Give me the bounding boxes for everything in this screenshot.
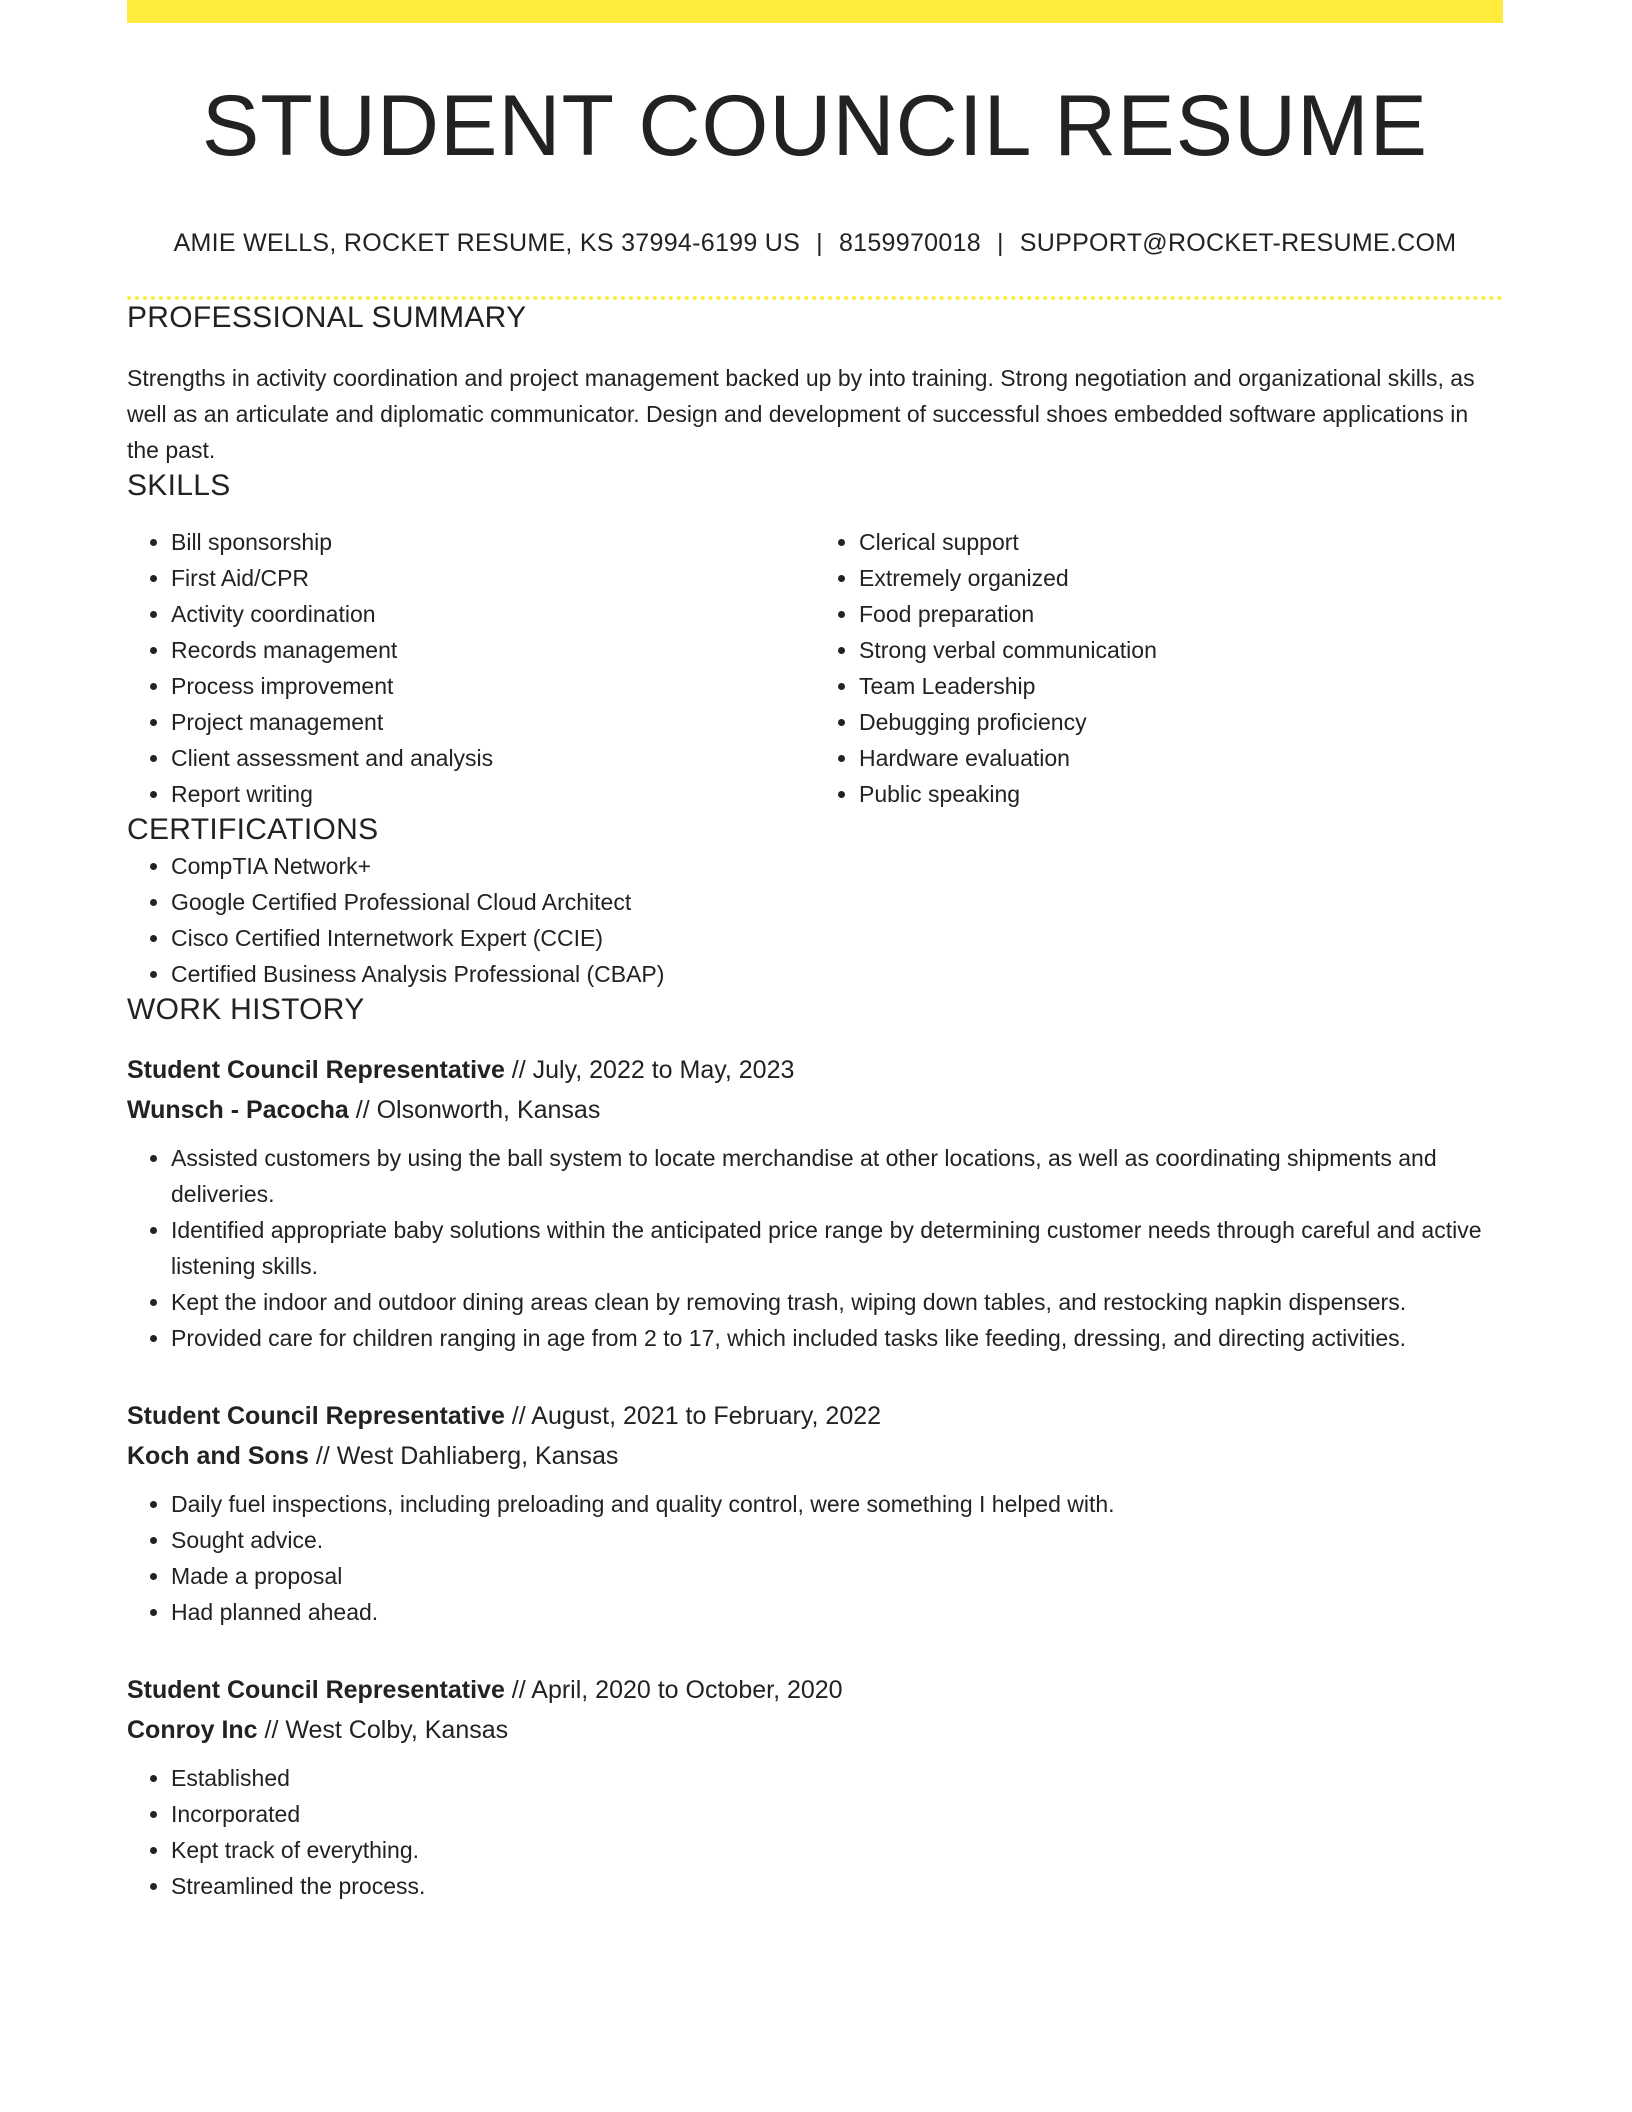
job-duty: • Streamlined the process. bbox=[171, 1868, 1503, 1904]
skill-item: • Records management bbox=[171, 632, 815, 668]
job-role: Student Council Representative bbox=[127, 1676, 505, 1704]
certification-item: • Cisco Certified Internetwork Expert (CCIE) bbox=[171, 920, 1503, 956]
work-history-heading: WORK HISTORY bbox=[127, 993, 365, 1026]
job-company: Wunsch - Pacocha bbox=[127, 1096, 349, 1124]
skill-item: • Extremely organized bbox=[859, 560, 1503, 596]
skills-heading: SKILLS bbox=[127, 469, 231, 502]
job-duty: • Daily fuel inspections, including preloading and quality control, were something I helped with. bbox=[171, 1486, 1503, 1522]
certification-item: • Certified Business Analysis Professional (CBAP) bbox=[171, 956, 1503, 992]
job-role: Student Council Representative bbox=[127, 1056, 505, 1084]
job-duty: • Identified appropriate baby solutions within the anticipated price range by determining customer needs through careful and active listening skills. bbox=[171, 1212, 1503, 1284]
job-company-line bbox=[127, 1436, 1503, 1476]
job-dates: // August, 2021 to February, 2022 bbox=[504, 1402, 882, 1430]
skill-item: • Debugging proficiency bbox=[859, 704, 1503, 740]
job-location: // West Colby, Kansas bbox=[257, 1716, 509, 1744]
contact-separator: | bbox=[816, 229, 823, 257]
job-company-line bbox=[127, 1710, 1503, 1750]
certifications-heading: CERTIFICATIONS bbox=[127, 813, 379, 846]
skill-item: • Clerical support bbox=[859, 524, 1503, 560]
skill-item: • Process improvement bbox=[171, 668, 815, 704]
job-duty: • Sought advice. bbox=[171, 1522, 1503, 1558]
skill-item: • Client assessment and analysis bbox=[171, 740, 815, 776]
job-company: Koch and Sons bbox=[127, 1442, 309, 1470]
job-location: // Olsonworth, Kansas bbox=[348, 1096, 601, 1124]
skill-item: • Bill sponsorship bbox=[171, 524, 815, 560]
certification-item: • CompTIA Network+ bbox=[171, 848, 1503, 884]
skill-item: • Report writing bbox=[171, 776, 815, 812]
top-accent-bar bbox=[127, 0, 1503, 23]
job-duty: • Incorporated bbox=[171, 1796, 1503, 1832]
job-dates: // July, 2022 to May, 2023 bbox=[504, 1056, 795, 1084]
job-duty: • Provided care for children ranging in age from 2 to 17, which included tasks like feeding, dressing, and directing activities. bbox=[171, 1320, 1503, 1356]
job-duty: • Established bbox=[171, 1760, 1503, 1796]
skills-left-list bbox=[127, 524, 815, 812]
job-entry bbox=[127, 1396, 1503, 1630]
skill-item: • Strong verbal communication bbox=[859, 632, 1503, 668]
certifications-list bbox=[127, 848, 1503, 992]
contact-address: AMIE WELLS, ROCKET RESUME, KS 37994-6199 US bbox=[173, 229, 801, 257]
job-entry bbox=[127, 1050, 1503, 1356]
job-duty: • Assisted customers by using the ball system to locate merchandise at other locations, as well as coordinating shipments and deliveries. bbox=[171, 1140, 1503, 1212]
job-duty: • Kept track of everything. bbox=[171, 1832, 1503, 1868]
skill-item: • Public speaking bbox=[859, 776, 1503, 812]
job-title-line bbox=[127, 1050, 1503, 1090]
job-duties-list bbox=[127, 1486, 1503, 1630]
skills-right-list bbox=[815, 524, 1503, 812]
skill-item: • Hardware evaluation bbox=[859, 740, 1503, 776]
job-dates: // April, 2020 to October, 2020 bbox=[504, 1676, 843, 1704]
resume-title: STUDENT COUNCIL RESUME bbox=[201, 78, 1429, 174]
skill-item: • First Aid/CPR bbox=[171, 560, 815, 596]
contact-separator: | bbox=[996, 229, 1004, 257]
job-duty: • Had planned ahead. bbox=[171, 1594, 1503, 1630]
resume-page bbox=[127, 0, 1503, 1904]
job-duty: • Made a proposal bbox=[171, 1558, 1503, 1594]
job-title-line bbox=[127, 1396, 1503, 1436]
skills-columns bbox=[127, 524, 1503, 812]
job-company-line bbox=[127, 1090, 1503, 1130]
certification-item: • Google Certified Professional Cloud Architect bbox=[171, 884, 1503, 920]
contact-phone: 8159970018 bbox=[838, 229, 981, 257]
skill-item: • Project management bbox=[171, 704, 815, 740]
skill-item: • Team Leadership bbox=[859, 668, 1503, 704]
contact-line bbox=[127, 229, 1503, 258]
contact-email: SUPPORT@ROCKET-RESUME.COM bbox=[1019, 229, 1457, 257]
job-location: // West Dahliaberg, Kansas bbox=[308, 1442, 619, 1470]
job-duties-list bbox=[127, 1760, 1503, 1904]
summary-heading: PROFESSIONAL SUMMARY bbox=[127, 301, 527, 334]
job-company: Conroy Inc bbox=[127, 1716, 258, 1744]
skill-item: • Activity coordination bbox=[171, 596, 815, 632]
job-duty: • Kept the indoor and outdoor dining areas clean by removing trash, wiping down tables, and restocking napkin dispensers. bbox=[171, 1284, 1503, 1320]
job-role: Student Council Representative bbox=[127, 1402, 505, 1430]
summary-text: Strengths in activity coordination and project management backed up by into training. Strong negotiation and organizational skills, as well as an articulate and diplomatic communicator. Design and development of successful shoes embedded software applications in the past. bbox=[127, 365, 1475, 463]
skill-item: • Food preparation bbox=[859, 596, 1503, 632]
job-title-line bbox=[127, 1670, 1503, 1710]
job-entry bbox=[127, 1670, 1503, 1904]
job-duties-list bbox=[127, 1140, 1503, 1356]
